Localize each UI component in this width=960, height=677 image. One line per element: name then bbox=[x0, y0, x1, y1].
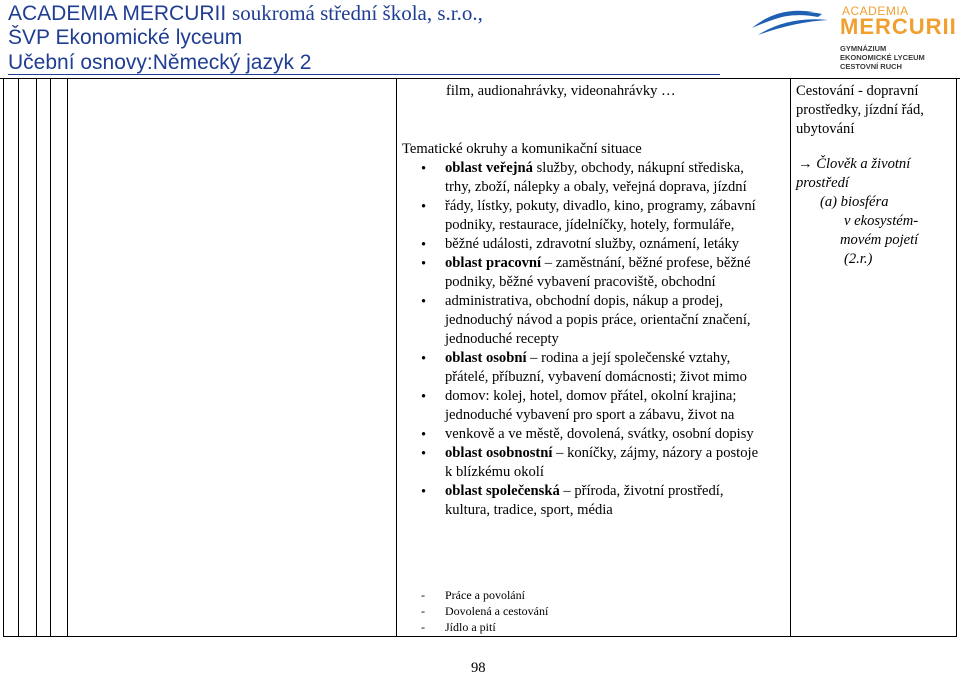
topics-heading: Tematické okruhy a komunikační situace bbox=[402, 141, 642, 157]
header-underline bbox=[8, 74, 720, 75]
table-col-border-2 bbox=[18, 78, 19, 637]
link-line: prostředí bbox=[796, 175, 849, 191]
topic-text: – zaměstnání, běžné profese, běžné podniky, běžné vybavení pracoviště, obchodní bbox=[445, 255, 751, 290]
topics-list bbox=[402, 159, 762, 520]
table-col-border-3 bbox=[36, 78, 37, 637]
logo-sub-lyceum: EKONOMICKÉ LYCEUM bbox=[840, 53, 925, 62]
topic-text: služby, obchody, nákupní střediska, trhy, zboží, nálepky a obaly, veřejná doprava, jízdní bbox=[445, 160, 747, 195]
header-program: ŠVP Ekonomické lyceum bbox=[8, 26, 243, 49]
header-curriculum: Učební osnovy:Německý jazyk 2 bbox=[8, 51, 312, 74]
topic-bold: oblast osobnostní bbox=[445, 445, 553, 461]
topic-text: – koníčky, zájmy, názory a postoje k blízkému okolí bbox=[445, 445, 759, 480]
bullet-icon: • bbox=[421, 389, 427, 405]
topic-bold: oblast veřejná bbox=[445, 160, 533, 176]
right-topic-line: ubytování bbox=[796, 121, 855, 137]
topic-text: venkově a ve městě, dovolená, svátky, osobní dopisy bbox=[445, 426, 754, 442]
page-number: 98 bbox=[471, 660, 486, 676]
arrow-right-icon: → bbox=[798, 156, 813, 172]
logo-sub-cestovni: CESTOVNÍ RUCH bbox=[840, 62, 902, 71]
table-col-border-6 bbox=[396, 78, 397, 637]
bullet-icon: • bbox=[421, 256, 427, 272]
link-line: Člověk a životní bbox=[816, 156, 911, 172]
topic-item bbox=[402, 292, 762, 349]
topic-bold: oblast pracovní bbox=[445, 255, 542, 271]
bullet-icon: • bbox=[421, 294, 427, 310]
topic-item bbox=[402, 349, 762, 387]
dash-item: - Dovolená a cestování bbox=[421, 604, 549, 618]
bullet-icon: • bbox=[421, 484, 427, 500]
logo-name-mercurii: MERCURII bbox=[840, 14, 957, 39]
header-school-type: soukromá střední škola, s.r.o., bbox=[232, 1, 483, 25]
topic-text: – rodina a její společenské vztahy, přátelé, příbuzní, vybavení domácnosti; život mimo bbox=[445, 350, 747, 385]
dash-item-label: Práce a povolání bbox=[445, 588, 525, 602]
topic-text: řády, lístky, pokuty, divadlo, kino, programy, zábavní podniky, restaurace, jídelníčky, hotely, formuláře, bbox=[445, 198, 756, 233]
media-line: film, audionahrávky, videonahrávky … bbox=[446, 83, 676, 99]
dash-list bbox=[421, 587, 548, 635]
topic-item bbox=[402, 482, 762, 520]
link-line: movém pojetí bbox=[840, 232, 919, 248]
topic-bold: oblast osobní bbox=[445, 350, 527, 366]
logo-sub-gymnazium: GYMNÁZIUM bbox=[840, 44, 887, 53]
dash-item: - Práce a povolání bbox=[421, 588, 525, 602]
table-col-border-1 bbox=[3, 78, 4, 637]
topic-text: běžné události, zdravotní služby, oznámení, letáky bbox=[445, 236, 740, 252]
header-academy: ACADEMIA MERCURII bbox=[8, 2, 227, 25]
link-line: v ekosystém- bbox=[844, 213, 919, 229]
table-col-border-5 bbox=[67, 78, 68, 637]
table-bottom-border bbox=[3, 636, 957, 637]
right-topic-line: prostředky, jízdní řád, bbox=[796, 102, 924, 118]
topic-item bbox=[402, 197, 762, 235]
topic-text: domov: kolej, hotel, domov přátel, okolní krajina; jednoduché vybavení pro sport a zábavu, život na bbox=[445, 388, 737, 423]
topic-item bbox=[402, 235, 762, 254]
table-col-border-7 bbox=[790, 78, 791, 637]
right-topic-line: Cestování - dopravní bbox=[796, 83, 919, 99]
bullet-icon: • bbox=[421, 161, 427, 177]
bullet-icon: • bbox=[421, 427, 427, 443]
topic-item bbox=[402, 425, 762, 444]
topic-item bbox=[402, 159, 762, 197]
topic-text: administrativa, obchodní dopis, nákup a prodej, jednoduchý návod a popis práce, orientační značení, jednoduché recepty bbox=[445, 293, 751, 347]
bullet-icon: • bbox=[421, 446, 427, 462]
dash-item: - Jídlo a pití bbox=[421, 620, 496, 634]
logo-swoosh-icon bbox=[748, 2, 840, 38]
table-col-border-8 bbox=[956, 78, 957, 637]
right-topic bbox=[796, 82, 924, 139]
table-top-border bbox=[0, 78, 960, 79]
topic-bold: oblast společenská bbox=[445, 483, 560, 499]
topic-text: – příroda, životní prostředí, kultura, tradice, sport, média bbox=[445, 483, 724, 518]
bullet-icon: • bbox=[421, 237, 427, 253]
table-col-border-4 bbox=[50, 78, 51, 637]
topic-item bbox=[402, 387, 762, 425]
link-line: (a) biosféra bbox=[820, 194, 889, 210]
dash-item-label: Jídlo a pití bbox=[445, 620, 496, 634]
dash-item-label: Dovolená a cestování bbox=[445, 604, 549, 618]
cross-curricular-link bbox=[796, 155, 918, 269]
header-school-name bbox=[8, 1, 483, 26]
topic-item bbox=[402, 444, 762, 482]
topic-item bbox=[402, 254, 762, 292]
link-line: (2.r.) bbox=[844, 251, 873, 267]
academia-mercurii-logo bbox=[748, 2, 958, 74]
bullet-icon: • bbox=[421, 199, 427, 215]
logo-name-academia: ACADEMIA bbox=[842, 4, 909, 18]
bullet-icon: • bbox=[421, 351, 427, 367]
